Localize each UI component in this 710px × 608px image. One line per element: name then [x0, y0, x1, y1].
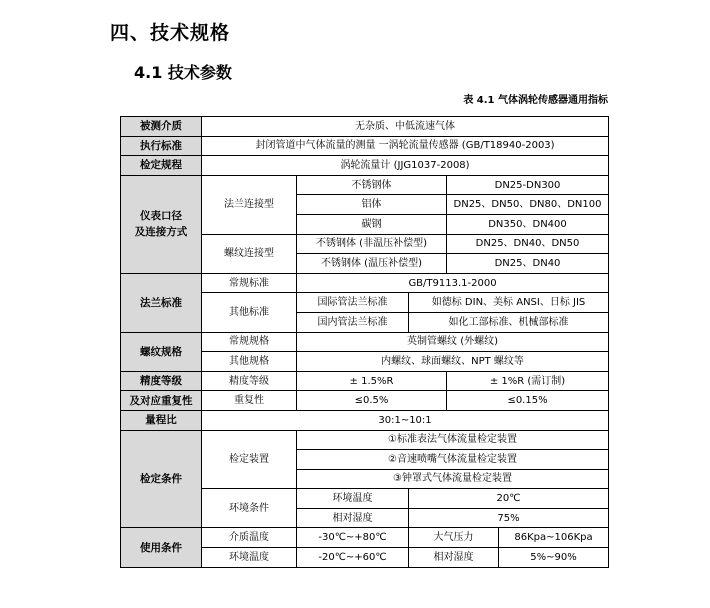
regular-spec-label: 常规规格 — [202, 332, 297, 352]
repeat-custom: ≤0.15% — [447, 391, 609, 411]
pressure-label: 大气压力 — [409, 528, 499, 548]
repeat-label: 重复性 — [202, 391, 297, 411]
standard-label: 执行标准 — [121, 136, 202, 156]
table-row — [121, 430, 609, 450]
caliber-label-line1: 仪表口径 — [140, 210, 182, 223]
accuracy-label-line1: 精度等级 — [121, 371, 202, 391]
flange-connect-label: 法兰连接型 — [202, 175, 297, 234]
use-humidity-label: 相对湿度 — [409, 548, 499, 568]
use-humidity-value: 5%~90% — [499, 548, 609, 568]
other-std-name: 国内管法兰标准 — [297, 312, 409, 332]
subsection-heading: 4.1 技术参数 — [134, 63, 232, 82]
other-std-name: 国际管法兰标准 — [297, 293, 409, 313]
other-std-value: 如化工部标准、机械部标准 — [409, 312, 609, 332]
caliber-label — [121, 175, 202, 273]
grade-label: 精度等级 — [202, 371, 297, 391]
range-ratio-value: 30:1~10:1 — [202, 410, 609, 430]
material-cell: 铝体 — [297, 195, 447, 215]
regular-std-label: 常规标准 — [202, 273, 297, 293]
standard-value: 封闭管道中气体流量的测量 一涡轮流量传感器 (GB/T18940-2003) — [202, 136, 609, 156]
regular-std-value: GB/T9113.1-2000 — [297, 273, 609, 293]
thread-spec-label: 螺纹规格 — [121, 332, 202, 371]
material-cell: 不锈钢体 (温压补偿型) — [297, 254, 447, 274]
medium-temp-label: 介质温度 — [202, 528, 297, 548]
table-row — [121, 332, 609, 352]
table-row — [121, 156, 609, 176]
other-spec-value: 内螺纹、球面螺纹、NPT 螺纹等 — [297, 352, 609, 372]
flange-std-label: 法兰标准 — [121, 273, 202, 332]
verify-cond-label: 检定条件 — [121, 430, 202, 528]
env-humidity-value: 75% — [409, 508, 609, 528]
use-cond-label: 使用条件 — [121, 528, 202, 567]
table-row — [121, 371, 609, 391]
accuracy-label-line2: 及对应重复性 — [121, 391, 202, 411]
range-cell: DN25、DN50、DN80、DN100 — [447, 195, 609, 215]
caliber-label-line2: 及连接方式 — [134, 226, 188, 239]
table-row — [121, 136, 609, 156]
grade-std: ± 1.5%R — [297, 371, 447, 391]
material-cell: 不锈钢体 — [297, 175, 447, 195]
regular-spec-value: 英制管螺纹 (外螺纹) — [297, 332, 609, 352]
pressure-value: 86Kpa~106Kpa — [499, 528, 609, 548]
thread-connect-label: 螺纹连接型 — [202, 234, 297, 273]
range-cell: DN25、DN40 — [447, 254, 609, 274]
spec-table — [120, 116, 609, 568]
section-heading: 四、技术规格 — [110, 22, 231, 44]
table-row — [121, 410, 609, 430]
table-row — [121, 175, 609, 195]
material-cell: 碳钢 — [297, 214, 447, 234]
ambient-temp-value: -20℃~+60℃ — [297, 548, 409, 568]
env-temp-label: 环境温度 — [297, 489, 409, 509]
table-row — [121, 273, 609, 293]
range-cell: DN350、DN400 — [447, 214, 609, 234]
table-caption: 表 4.1 气体涡轮传感器通用指标 — [463, 95, 608, 106]
range-cell: DN25、DN40、DN50 — [447, 234, 609, 254]
ambient-temp-label: 环境温度 — [202, 548, 297, 568]
table-row — [121, 391, 609, 411]
grade-custom: ± 1%R (需订制) — [447, 371, 609, 391]
verify-device-item: ②音速喷嘴气体流量检定装置 — [297, 450, 609, 470]
env-humidity-label: 相对湿度 — [297, 508, 409, 528]
material-cell: 不锈钢体 (非温压补偿型) — [297, 234, 447, 254]
other-spec-label: 其他规格 — [202, 352, 297, 372]
other-std-label: 其他标准 — [202, 293, 297, 332]
table-row — [121, 117, 609, 137]
verification-label: 检定规程 — [121, 156, 202, 176]
env-cond-label: 环境条件 — [202, 489, 297, 528]
range-ratio-label: 量程比 — [121, 410, 202, 430]
medium-temp-value: -30℃~+80℃ — [297, 528, 409, 548]
verify-device-item: ①标准表法气体流量检定装置 — [297, 430, 609, 450]
medium-value: 无杂质、中低流速气体 — [202, 117, 609, 137]
verify-device-item: ③钟罩式气体流量检定装置 — [297, 469, 609, 489]
verification-value: 涡轮流量计 (JJG1037-2008) — [202, 156, 609, 176]
env-temp-value: 20℃ — [409, 489, 609, 509]
other-std-value: 如德标 DIN、美标 ANSI、日标 JIS — [409, 293, 609, 313]
repeat-std: ≤0.5% — [297, 391, 447, 411]
verify-device-label: 检定装置 — [202, 430, 297, 489]
range-cell: DN25-DN300 — [447, 175, 609, 195]
medium-label: 被测介质 — [121, 117, 202, 137]
table-row — [121, 528, 609, 548]
